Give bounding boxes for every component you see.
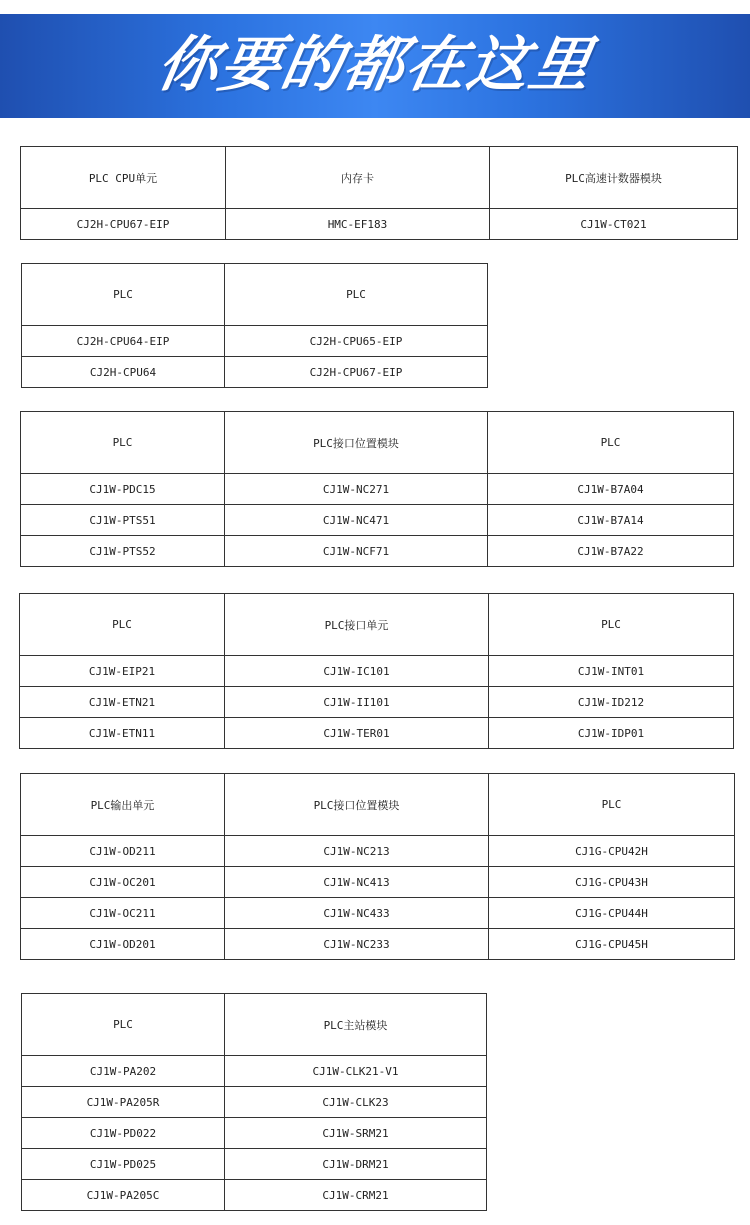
table-row bbox=[21, 505, 734, 536]
table-cell: CJ1W-NC271 bbox=[225, 474, 488, 505]
table-cell: CJ1W-PD025 bbox=[22, 1149, 225, 1180]
banner-title: 你要的都在这里 bbox=[151, 30, 599, 100]
column-header: PLC bbox=[22, 264, 225, 326]
table-cell: CJ1W-ETN21 bbox=[20, 687, 225, 718]
table-cell: CJ2H-CPU67-EIP bbox=[225, 357, 488, 388]
table-row bbox=[21, 898, 735, 929]
table-cell: CJ1W-OC201 bbox=[21, 867, 225, 898]
table-cell: CJ2H-CPU64-EIP bbox=[22, 326, 225, 357]
table-cell: CJ1W-PDC15 bbox=[21, 474, 225, 505]
header-banner bbox=[0, 0, 750, 118]
product-table-position-modules bbox=[20, 411, 734, 567]
table-header-row bbox=[21, 774, 735, 836]
table-row bbox=[21, 536, 734, 567]
table-cell: CJ1W-CT021 bbox=[490, 209, 738, 240]
table-row bbox=[22, 357, 488, 388]
table-cell: CJ1W-CLK21-V1 bbox=[225, 1056, 487, 1087]
column-header: PLC输出单元 bbox=[21, 774, 225, 836]
table-cell: CJ1W-EIP21 bbox=[20, 656, 225, 687]
table-row bbox=[21, 474, 734, 505]
table-cell: CJ1W-CLK23 bbox=[225, 1087, 487, 1118]
table-cell: CJ1W-PTS52 bbox=[21, 536, 225, 567]
table-cell: CJ1W-B7A22 bbox=[488, 536, 734, 567]
product-table-output-units bbox=[20, 773, 735, 960]
table-cell: CJ1G-CPU44H bbox=[489, 898, 735, 929]
table-cell: CJ2H-CPU65-EIP bbox=[225, 326, 488, 357]
table-cell: CJ1W-ETN11 bbox=[20, 718, 225, 749]
table-cell: CJ1W-NC413 bbox=[225, 867, 489, 898]
table-header-row bbox=[22, 264, 488, 326]
column-header: PLC主站模块 bbox=[225, 994, 487, 1056]
table-cell: CJ1W-OD201 bbox=[21, 929, 225, 960]
column-header: 内存卡 bbox=[226, 147, 490, 209]
table-row bbox=[22, 326, 488, 357]
table-cell: CJ1W-NC213 bbox=[225, 836, 489, 867]
column-header: PLC接口位置模块 bbox=[225, 774, 489, 836]
table-row bbox=[21, 209, 738, 240]
table-cell: CJ1W-IC101 bbox=[225, 656, 489, 687]
table-cell: CJ1W-B7A04 bbox=[488, 474, 734, 505]
table-row bbox=[21, 867, 735, 898]
table-header-row bbox=[21, 147, 738, 209]
table-cell: CJ1W-NC471 bbox=[225, 505, 488, 536]
product-table-power-master-modules bbox=[21, 993, 487, 1211]
table-cell: CJ1W-NC233 bbox=[225, 929, 489, 960]
column-header: PLC bbox=[489, 774, 735, 836]
product-table-cpu-memory-counter bbox=[20, 146, 738, 240]
table-header-row bbox=[20, 594, 734, 656]
table-cell: CJ1W-ID212 bbox=[489, 687, 734, 718]
table-cell: CJ1W-NC433 bbox=[225, 898, 489, 929]
table-row bbox=[20, 687, 734, 718]
table-cell: CJ1W-SRM21 bbox=[225, 1118, 487, 1149]
column-header: PLC CPU单元 bbox=[21, 147, 226, 209]
column-header: PLC bbox=[20, 594, 225, 656]
column-header: PLC bbox=[21, 412, 225, 474]
table-cell: CJ1W-TER01 bbox=[225, 718, 489, 749]
table-cell: CJ1W-INT01 bbox=[489, 656, 734, 687]
table-cell: CJ1W-PA205R bbox=[22, 1087, 225, 1118]
table-cell: CJ1G-CPU45H bbox=[489, 929, 735, 960]
table-cell: CJ1W-OC211 bbox=[21, 898, 225, 929]
table-cell: CJ1W-DRM21 bbox=[225, 1149, 487, 1180]
product-table-cj2h-cpu bbox=[21, 263, 488, 388]
table-header-row bbox=[22, 994, 487, 1056]
table-cell: CJ2H-CPU67-EIP bbox=[21, 209, 226, 240]
table-row bbox=[22, 1087, 487, 1118]
table-cell: CJ1W-PTS51 bbox=[21, 505, 225, 536]
table-row bbox=[21, 929, 735, 960]
table-cell: CJ1W-PD022 bbox=[22, 1118, 225, 1149]
table-row bbox=[22, 1180, 487, 1211]
column-header: PLC高速计数器模块 bbox=[490, 147, 738, 209]
table-row bbox=[20, 718, 734, 749]
table-row bbox=[22, 1056, 487, 1087]
table-row bbox=[20, 656, 734, 687]
table-cell: CJ1W-B7A14 bbox=[488, 505, 734, 536]
table-cell: CJ1G-CPU43H bbox=[489, 867, 735, 898]
table-cell: CJ1W-II101 bbox=[225, 687, 489, 718]
table-cell: CJ1W-IDP01 bbox=[489, 718, 734, 749]
table-header-row bbox=[21, 412, 734, 474]
table-row bbox=[22, 1118, 487, 1149]
column-header: PLC接口单元 bbox=[225, 594, 489, 656]
table-cell: HMC-EF183 bbox=[226, 209, 490, 240]
table-row bbox=[22, 1149, 487, 1180]
table-row bbox=[21, 836, 735, 867]
column-header: PLC bbox=[488, 412, 734, 474]
column-header: PLC bbox=[22, 994, 225, 1056]
column-header: PLC bbox=[489, 594, 734, 656]
table-cell: CJ1W-CRM21 bbox=[225, 1180, 487, 1211]
column-header: PLC bbox=[225, 264, 488, 326]
table-cell: CJ1W-PA202 bbox=[22, 1056, 225, 1087]
product-table-interface-units bbox=[19, 593, 734, 749]
table-cell: CJ1W-NCF71 bbox=[225, 536, 488, 567]
table-cell: CJ2H-CPU64 bbox=[22, 357, 225, 388]
table-cell: CJ1G-CPU42H bbox=[489, 836, 735, 867]
table-cell: CJ1W-OD211 bbox=[21, 836, 225, 867]
table-cell: CJ1W-PA205C bbox=[22, 1180, 225, 1211]
column-header: PLC接口位置模块 bbox=[225, 412, 488, 474]
